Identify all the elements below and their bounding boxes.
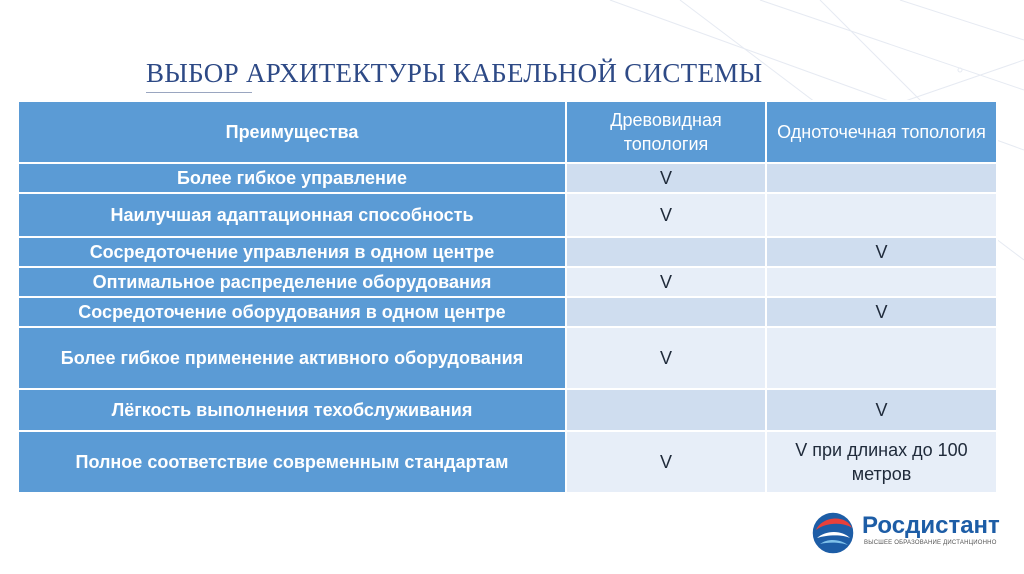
logo-tagline: ВЫСШЕЕ ОБРАЗОВАНИЕ ДИСТАНЦИОННО [864, 540, 997, 546]
single-mark-cell [766, 267, 997, 297]
table-row [18, 431, 997, 493]
tree-mark-cell: V [566, 193, 766, 237]
header-single-topology: Одноточечная топология [766, 101, 997, 163]
single-mark-cell [766, 163, 997, 193]
header-tree-topology: Древовидная топология [566, 101, 766, 163]
single-mark-cell [766, 327, 997, 389]
feature-cell: Наилучшая адаптационная способность [18, 193, 566, 237]
tree-mark-cell [566, 237, 766, 267]
table-row [18, 389, 997, 431]
title-underline [146, 92, 252, 93]
comparison-table [17, 100, 998, 494]
feature-cell: Более гибкое применение активного оборудования [18, 327, 566, 389]
tree-mark-cell: V [566, 267, 766, 297]
rosdistant-logo [808, 508, 998, 558]
feature-cell: Лёгкость выполнения техобслуживания [18, 389, 566, 431]
table-row [18, 267, 997, 297]
table-row [18, 297, 997, 327]
single-mark-cell: V при длинах до 100 метров [766, 431, 997, 493]
table-row [18, 193, 997, 237]
logo-name: Росдистант [862, 512, 1000, 539]
table-row [18, 237, 997, 267]
tree-mark-cell: V [566, 163, 766, 193]
feature-cell: Оптимальное распределение оборудования [18, 267, 566, 297]
table-row [18, 163, 997, 193]
feature-cell: Сосредоточение оборудования в одном центре [18, 297, 566, 327]
single-mark-cell: V [766, 297, 997, 327]
single-mark-cell [766, 193, 997, 237]
tree-mark-cell [566, 389, 766, 431]
table-row [18, 327, 997, 389]
single-mark-cell: V [766, 389, 997, 431]
feature-cell: Сосредоточение управления в одном центре [18, 237, 566, 267]
globe-swirl-icon [808, 508, 858, 558]
tree-mark-cell: V [566, 431, 766, 493]
tree-mark-cell [566, 297, 766, 327]
single-mark-cell: V [766, 237, 997, 267]
tree-mark-cell: V [566, 327, 766, 389]
header-advantages: Преимущества [18, 101, 566, 163]
feature-cell: Полное соответствие современным стандартам [18, 431, 566, 493]
feature-cell: Более гибкое управление [18, 163, 566, 193]
slide-title: ВЫБОР АРХИТЕКТУРЫ КАБЕЛЬНОЙ СИСТЕМЫ [146, 58, 763, 88]
